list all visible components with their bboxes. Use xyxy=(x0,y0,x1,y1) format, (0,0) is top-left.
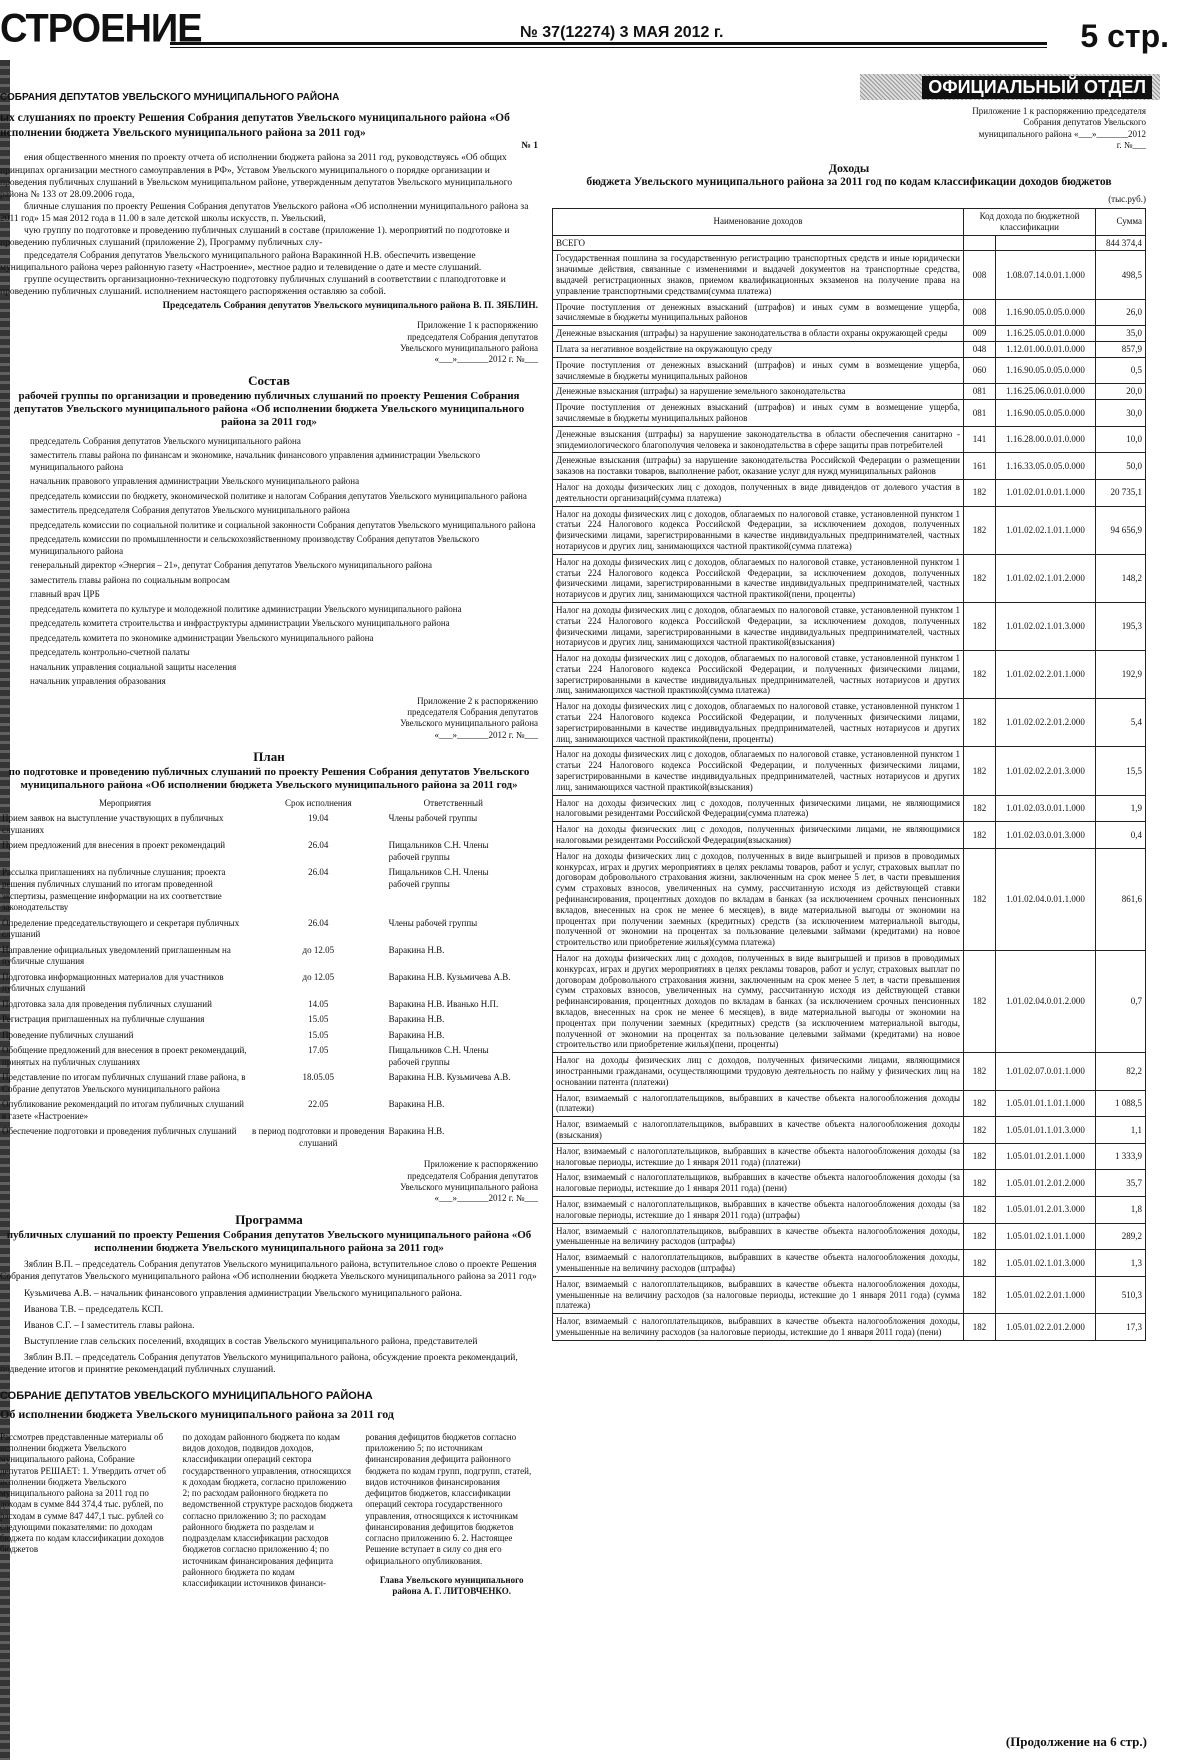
income-sum: 82,2 xyxy=(1096,1053,1146,1090)
admin-code: 161 xyxy=(964,453,996,480)
bottom-columns xyxy=(0,1432,538,1598)
income-sum: 1 333,9 xyxy=(1096,1143,1146,1170)
list-item: главный врач ЦРБ xyxy=(30,589,100,600)
table-row xyxy=(0,997,520,1013)
budget-code: 1.05.01.01.2.01.3.000 xyxy=(996,1196,1096,1223)
plan-responsible: Варакина Н.В. xyxy=(388,1126,445,1137)
table-row xyxy=(553,341,1146,357)
list-item: председатель комиссии по промышленности и сельскохозяйственному производству Собрания депутатов Увельского муниципального района xyxy=(30,534,480,556)
plan-deadline: в период подготовки и проведения слушаний xyxy=(252,1126,385,1148)
income-sum: 148,2 xyxy=(1096,554,1146,602)
table-row xyxy=(553,747,1146,795)
plan-task: Прием предложений для внесения в проект рекомендаций xyxy=(2,840,226,851)
table-row xyxy=(0,1070,520,1097)
income-name: Прочие поступления от денежных взысканий (штрафов) и иных сумм в возмещение ущерба, зачисляемые в бюджеты муниципальных районов xyxy=(553,400,964,427)
section-title: Состав xyxy=(248,373,290,389)
plan-deadline: до 12.05 xyxy=(302,971,335,982)
plan-responsible: Пищальников С.Н. Члены рабочей группы xyxy=(388,867,489,889)
table-row xyxy=(553,1117,1146,1144)
plan-deadline: 19.04 xyxy=(308,813,329,824)
list-item: заместитель главы района по финансам и экономике, начальник финансового управления администрации Увельского муниципального района xyxy=(30,450,481,472)
income-name: Налог на доходы физических лиц с доходов, полученных физическими лицами, являющимися иностранными гражданами, осуществляющими трудовую деятельность по найму у физических лиц на основании патента (платежи) xyxy=(553,1053,964,1090)
plan-deadline: 14.05 xyxy=(308,998,329,1009)
column-header-code: Код дохода по бюджетной классификации xyxy=(964,209,1096,236)
column-header: Мероприятия xyxy=(98,797,152,808)
paper-title: СТРОЕНИЕ xyxy=(0,6,202,52)
masthead-rule xyxy=(170,42,1047,45)
plan-responsible: Варакина Н.В. xyxy=(388,944,445,955)
budget-code: 1.16.28.00.0.01.0.000 xyxy=(996,426,1096,453)
budget-code: 1.01.02.02.2.01.3.000 xyxy=(996,747,1096,795)
table-row xyxy=(553,1276,1146,1313)
table-row xyxy=(553,400,1146,427)
income-name: Налог, взимаемый с налогоплательщиков, выбравших в качестве объекта налогообложения доходы (за налоговые периоды, истекшие до 1 января 2011 года) (штрафы) xyxy=(553,1196,964,1223)
income-sum: 498,5 xyxy=(1096,251,1146,299)
admin-code: 048 xyxy=(964,341,996,357)
plan-task: Направление официальных уведомлений приглашенным на публичные слушания xyxy=(2,944,231,967)
income-sum: 94 656,9 xyxy=(1096,506,1146,554)
table-row xyxy=(553,848,1146,950)
income-sum: 17,3 xyxy=(1096,1314,1146,1341)
budget-code: 1.05.01.02.1.01.1.000 xyxy=(996,1223,1096,1250)
admin-code: 182 xyxy=(964,1117,996,1144)
budget-code: 1.01.02.02.1.01.1.000 xyxy=(996,506,1096,554)
budget-code: 1.16.90.05.0.05.0.000 xyxy=(996,299,1096,326)
plan-task: Проведение публичных слушаний xyxy=(2,1029,134,1040)
list-item: начальник управления социальной защиты населения xyxy=(30,661,237,672)
income-name: Налог на доходы физических лиц с доходов, облагаемых по налоговой ставке, установленной пунктом 1 статьи 224 Налогового кодекса Российской Федерации, за исключением доходов, полученных физическими лицами, зарегистрированными в качестве индивидуальных предпринимателей, частных нотариусов и других лиц, занимающихся частной практикой(пени, проценты) xyxy=(553,554,964,602)
budget-code: 1.16.90.05.0.05.0.000 xyxy=(996,357,1096,384)
list-item: генеральный директор «Энергия – 21», депутат Собрания депутатов Увельского муниципального района xyxy=(30,560,432,571)
text-column: Рассмотрев представленные материалы об исполнении бюджета Увельского муниципального района, Собрание депутатов РЕШАЕТ: 1. Утвердить отчет об исполнении бюджета Увельского муниципального района за 2011 год по доходам в сумме 844 374,4 тыс. рублей, по расходам в сумме 847 447,1 тыс. рублей со следующими показателями: по доходам бюджета по кодам классификации доходов бюджетов xyxy=(0,1431,166,1555)
income-name: Налог на доходы физических лиц с доходов, полученных в виде выигрышей и призов в проводимых конкурсах, играх и других мероприятиях в целях рекламы товаров, работ и услуг, страховых выплат по договорам добровольного страхования жизни, заключенным на срок менее 5 лет, в части превышения сумм страховых взносов, увеличенных на сумму, рассчитанную исходя из действующей ставки рефинансирования, процентных доходов по вкладам в банках (за исключением срочных пенсионных вкладов, внесенных на срок не менее 6 месяцев), в виде материальной выгоды от экономии на процентах при получении заемных (кредитных) средств (за исключением материальной выгоды, полученной от экономии на процентах за пользование целевыми займами (кредитами) на новое строительство или приобретение жилья)(сумма платежа) xyxy=(553,848,964,950)
list-item: заместитель главы района по социальным вопросам xyxy=(30,574,230,585)
admin-code: 060 xyxy=(964,357,996,384)
budget-code: 1.05.01.01.2.01.1.000 xyxy=(996,1143,1096,1170)
budget-code: 1.01.02.02.2.01.2.000 xyxy=(996,699,1096,747)
income-sum: 1,1 xyxy=(1096,1117,1146,1144)
table-row xyxy=(0,916,520,943)
table-row xyxy=(553,426,1146,453)
section-subtitle: рабочей группы по организации и проведению публичных слушаний по проекту Решения Собрания депутатов Увельского муниципального района «Об исполнении бюджета Увельского муниципального района за 2011 год» xyxy=(13,390,525,429)
admin-code: 081 xyxy=(964,384,996,400)
income-name: Налог на доходы физических лиц с доходов, полученных в виде дивидендов от долевого участия в деятельности организаций(сумма платежа) xyxy=(553,479,964,506)
column-text: рования дефицитов бюджетов согласно приложению 5; по источникам финансирования дефицита районного бюджета по кодам групп, подгрупп, статей, видов источников финансирования дефицитов бюджетов, классификации операций сектора государственного управления, относящихся к источникам финансирования дефицитов бюджетов согласно приложению 6. 2. Настоящее Решение вступает в силу со дня его официального опубликования. xyxy=(365,1431,532,1566)
text-column xyxy=(365,1432,538,1598)
plan-task: Подготовка информационных материалов для участников публичных слушаний xyxy=(2,971,224,994)
income-name: Плата за негативное воздействие на окружающую среду xyxy=(553,341,964,357)
table-row xyxy=(0,1097,520,1124)
budget-code: 1.01.02.04.0.01.2.000 xyxy=(996,951,1096,1053)
plan-responsible: Члены рабочей группы xyxy=(388,917,478,928)
plan-deadline: 15.05 xyxy=(308,1014,329,1025)
admin-code: 008 xyxy=(964,299,996,326)
table-row xyxy=(553,651,1146,699)
appendix-note: Приложение к распоряжению председателя Собрания депутатов Увельского муниципального района «___»_______2012 г. №___ xyxy=(400,1159,538,1204)
admin-code: 081 xyxy=(964,400,996,427)
plan-responsible: Варакина Н.В. xyxy=(388,1014,445,1025)
income-sum: 50,0 xyxy=(1096,453,1146,480)
table-row xyxy=(0,1028,520,1044)
income-sum: 5,4 xyxy=(1096,699,1146,747)
budget-code: 1.01.02.04.0.01.1.000 xyxy=(996,848,1096,950)
right-column xyxy=(552,106,1146,1341)
income-name: Налог, взимаемый с налогоплательщиков, выбравших в качестве объекта налогообложения доходы, уменьшенные на величину расходов (за налоговые периоды, истекшие до 1 января 2011 года) (пени) xyxy=(553,1314,964,1341)
income-name: Налог на доходы физических лиц с доходов, облагаемых по налоговой ставке, установленной пунктом 1 статьи 224 Налогового кодекса Российской Федерации, и полученных физическими лицами, зарегистрированными в качестве индивидуальных предпринимателей, частных нотариусов и других лиц, занимающихся частной практикой(сумма платежа) xyxy=(553,651,964,699)
plan-responsible: Варакина Н.В. Кузьмичева А.В. xyxy=(388,971,511,982)
income-sum: 1 088,5 xyxy=(1096,1090,1146,1117)
budget-code: 1.05.01.01.1.01.3.000 xyxy=(996,1117,1096,1144)
budget-code: 1.01.02.03.0.01.3.000 xyxy=(996,822,1096,849)
plan-deadline: 15.05 xyxy=(308,1029,329,1040)
budget-code: 1.01.02.02.1.01.2.000 xyxy=(996,554,1096,602)
admin-code: 182 xyxy=(964,506,996,554)
income-name: Налог, взимаемый с налогоплательщиков, выбравших в качестве объекта налогообложения доходы (взыскания) xyxy=(553,1117,964,1144)
table-row xyxy=(553,1090,1146,1117)
table-row xyxy=(553,384,1146,400)
appendix-note: Приложение 1 к распоряжению председателя Собрания депутатов Увельского муниципального района «___»_______2012 г. №___ xyxy=(972,106,1146,150)
income-name: Налог на доходы физических лиц с доходов, облагаемых по налоговой ставке, установленной пунктом 1 статьи 224 Налогового кодекса Российской Федерации, и полученных физическими лицами, зарегистрированными в качестве индивидуальных предпринимателей, частных нотариусов и других лиц, занимающихся частной практикой(взыскания) xyxy=(553,747,964,795)
total-label: ВСЕГО xyxy=(553,235,964,251)
column-header: Ответственный xyxy=(423,797,483,808)
table-row xyxy=(0,838,520,865)
plan-deadline: 26.04 xyxy=(308,840,329,851)
resolution-title: ых слушаниях по проекту Решения Собрания депутатов Увельского муниципального района «Об исполнении бюджета Увельского муниципального района за 2011 год» xyxy=(0,111,510,139)
issue-number: № 37(12274) 3 МАЯ 2012 г. xyxy=(520,24,724,41)
admin-code: 182 xyxy=(964,1170,996,1197)
income-name: Налог на доходы физических лиц с доходов, полученных физическими лицами, не являющимися налоговыми резидентами Российской Федерации(сумма платежа) xyxy=(553,795,964,822)
paragraph: чую группу по подготовке и проведению публичных слушаний в составе (приложение 1). мероприятий по подготовке и проведению публичных слушаний (приложение 2), Программу публичных слу- xyxy=(0,226,510,249)
paragraph: группе осуществить организационно-техническую подготовку публичных слушаний в соответствии с плаподготовке и проведению публичных слушаний. исполнением настоящего распоряжения оставляю за собой. xyxy=(0,274,506,298)
plan-responsible: Варакина Н.В. xyxy=(388,1099,445,1110)
plan-table xyxy=(0,798,520,1151)
list-item: председатель комиссии по социальной политике и социальной законности Собрания депутатов Увельского муниципального района xyxy=(30,519,536,530)
bottom-header: СОБРАНИЕ ДЕПУТАТОВ УВЕЛЬСКОГО МУНИЦИПАЛЬНОГО РАЙОНА xyxy=(0,1389,373,1402)
left-column xyxy=(0,92,538,1597)
income-name: Налог на доходы физических лиц с доходов, полученных физическими лицами, не являющимися налоговыми резидентами Российской Федерации(взыскания) xyxy=(553,822,964,849)
appendix-note: Приложение 1 к распоряжению председателя Собрания депутатов Увельского муниципального района «___»_______2012 г. №___ xyxy=(400,320,538,365)
appendix-note: Приложение 2 к распоряжению председателя Собрания депутатов Увельского муниципального района «___»_______2012 г. №___ xyxy=(400,695,538,740)
page-number: 5 стр. xyxy=(1080,18,1169,54)
income-sum: 1,9 xyxy=(1096,795,1146,822)
plan-responsible: Члены рабочей группы xyxy=(388,813,478,824)
plan-responsible: Варакина Н.В. Иванько Н.П. xyxy=(388,998,499,1009)
section-bar xyxy=(860,74,1160,100)
column-header-sum: Сумма xyxy=(1096,209,1146,236)
bottom-subheader: Об исполнении бюджета Увельского муниципального района за 2011 год xyxy=(0,1406,394,1421)
income-sum: 195,3 xyxy=(1096,602,1146,650)
list-item: Иванов С.Г. – I заместитель главы района. xyxy=(24,1320,195,1331)
income-sum: 861,6 xyxy=(1096,848,1146,950)
income-sum: 35,7 xyxy=(1096,1170,1146,1197)
admin-code: 182 xyxy=(964,651,996,699)
paragraph: ения общественного мнения по проекту отчета об исполнении бюджета района за 2011 год, руководствуясь «Об общих принципах организации местного самоуправления в РФ», Уставом Увельского муниципального о порядке организации и проведения публичных слушаний в Увельском муниципальном районе, утвержденным депутатов Увельского муниципального района № 133 от 28.09.2006 года, xyxy=(0,153,513,200)
income-table xyxy=(552,208,1146,1341)
table-row xyxy=(0,1043,520,1070)
income-sum: 15,5 xyxy=(1096,747,1146,795)
income-name: Налог на доходы физических лиц с доходов, облагаемых по налоговой ставке, установленной пунктом 1 статьи 224 Налогового кодекса Российской Федерации, за исключением доходов, полученных физическими лицами, зарегистрированными в качестве индивидуальных предпринимателей, частных нотариусов и других лиц, занимающихся частной практикой(сумма платежа) xyxy=(553,506,964,554)
table-row xyxy=(553,1170,1146,1197)
signature: Председатель Собрания депутатов Увельского муниципального района В. П. ЗЯБЛИН. xyxy=(162,301,538,312)
admin-code: 182 xyxy=(964,1223,996,1250)
table-row xyxy=(0,1124,520,1151)
budget-code: 1.05.01.01.2.01.2.000 xyxy=(996,1170,1096,1197)
column-header-name: Наименование доходов xyxy=(553,209,964,236)
budget-code: 1.16.90.05.0.05.0.000 xyxy=(996,400,1096,427)
budget-code: 1.05.01.01.1.01.1.000 xyxy=(996,1090,1096,1117)
budget-code: 1.05.01.02.1.01.3.000 xyxy=(996,1250,1096,1277)
section-subtitle: публичных слушаний по проекту Решения Собрания депутатов Увельского муниципального района «Об исполнении бюджета Увельского муниципального района за 2011 год» xyxy=(6,1228,532,1255)
admin-code: 182 xyxy=(964,1250,996,1277)
plan-deadline: 26.04 xyxy=(308,917,329,928)
budget-code: 1.08.07.14.0.01.1.000 xyxy=(996,251,1096,299)
signature: Глава Увельского муниципального района А. Г. ЛИТОВЧЕНКО. xyxy=(379,1574,524,1597)
column-header: Срок исполнения xyxy=(284,797,352,808)
income-sum: 26,0 xyxy=(1096,299,1146,326)
table-row xyxy=(553,822,1146,849)
admin-code: 182 xyxy=(964,951,996,1053)
continuation-note: (Продолжение на 6 стр.) xyxy=(1005,1734,1147,1749)
income-sum: 30,0 xyxy=(1096,400,1146,427)
paragraph: бличные слушания по проекту Решения Собрания депутатов Увельского района «Об исполнении муниципального района за 2011 год» 15 мая 2012 года в 11.00 в зале детской школы искусств, п. Увельский, xyxy=(0,202,529,225)
income-sum: 0,5 xyxy=(1096,357,1146,384)
plan-task: Опубликование рекомендаций по итогам публичных слушаний в газете «Настроение» xyxy=(2,1099,244,1121)
income-sum: 10,0 xyxy=(1096,426,1146,453)
list-item: председатель Собрания депутатов Увельского муниципального района xyxy=(30,435,301,446)
income-sum: 192,9 xyxy=(1096,651,1146,699)
budget-code: 1.01.02.03.0.01.1.000 xyxy=(996,795,1096,822)
plan-task: Определение председательствующего и секретаря публичных слушаний xyxy=(2,917,240,940)
budget-code: 1.16.33.05.0.05.0.000 xyxy=(996,453,1096,480)
table-row xyxy=(553,357,1146,384)
table-row xyxy=(553,1250,1146,1277)
income-sum: 0,7 xyxy=(1096,951,1146,1053)
table-row xyxy=(553,1223,1146,1250)
table-row xyxy=(0,943,520,970)
budget-code: 1.16.25.05.0.01.0.000 xyxy=(996,326,1096,342)
unit-label: (тыс.руб.) xyxy=(1108,194,1146,204)
list-item: Зяблин В.П. – председатель Собрания депутатов Увельского муниципального района, обсуждение проекта рекомендаций, подведение итогов и принятие рекомендаций публичных слушаний. xyxy=(0,1353,518,1376)
list-item: председатель контрольно-счетной палаты xyxy=(30,647,190,658)
admin-code: 182 xyxy=(964,602,996,650)
table-title: Доходы xyxy=(828,161,870,175)
plan-task: Подготовка зала для проведения публичных слушаний xyxy=(2,998,212,1009)
income-name: Денежные взыскания (штрафы) за нарушение законодательства в области обеспечения санитарно - эпидемиологического благополучия человека и законодательства в сфере защиты прав потребителей xyxy=(553,426,964,453)
income-sum: 510,3 xyxy=(1096,1276,1146,1313)
plan-responsible: Пищальников С.Н. Члены рабочей группы xyxy=(388,840,489,862)
budget-code: 1.05.01.02.2.01.2.000 xyxy=(996,1314,1096,1341)
section-title: Программа xyxy=(235,1212,303,1228)
admin-code: 182 xyxy=(964,1090,996,1117)
income-sum: 0,4 xyxy=(1096,822,1146,849)
income-name: Денежные взыскания (штрафы) за нарушение законодательства Российской Федерации о размещении заказов на поставки товаров, выполнение работ, оказание услуг для нужд муниципальных районов xyxy=(553,453,964,480)
income-name: Налог на доходы физических лиц с доходов, облагаемых по налоговой ставке, установленной пунктом 1 статьи 224 Налогового кодекса Российской Федерации, за исключением доходов, полученных физическими лицами, зарегистрированными в качестве индивидуальных предпринимателей, частных нотариусов и других лиц, занимающихся частной практикой(взыскания) xyxy=(553,602,964,650)
admin-code: 141 xyxy=(964,426,996,453)
income-sum: 289,2 xyxy=(1096,1223,1146,1250)
income-name: Прочие поступления от денежных взысканий (штрафов) и иных сумм в возмещение ущерба, зачисляемые в бюджеты муниципальных районов xyxy=(553,299,964,326)
income-name: Налог на доходы физических лиц с доходов, полученных в виде выигрышей и призов в проводимых конкурсах, играх и других мероприятиях в целях рекламы товаров, работ и услуг, страховых выплат по договорам добровольного страхования жизни, заключенным на срок менее 5 лет, в части превышения сумм страховых взносов, увеличенных на сумму, рассчитанную исходя из действующей ставки рефинансирования, процентных доходов по вкладам в банках (за исключением срочных пенсионных вкладов, внесенных на срок не менее 6 месяцев), в виде материальной выгоды от экономии на процентах при получении заемных (кредитных) средств (за исключением материальной выгоды, полученной от экономии на процентах за пользование целевыми займами (кредитами) на новое строительство или приобретение жилья)(пени, проценты) xyxy=(553,951,964,1053)
table-row xyxy=(553,602,1146,650)
table-row xyxy=(553,1314,1146,1341)
income-sum: 1,8 xyxy=(1096,1196,1146,1223)
list-item: начальник управления образования xyxy=(30,676,166,687)
plan-task: Обеспечение подготовки и проведения публичных слушаний xyxy=(2,1126,237,1137)
budget-code: 1.05.01.02.2.01.1.000 xyxy=(996,1276,1096,1313)
income-name: Денежные взыскания (штрафы) за нарушение законодательства в области охраны окружающей среды xyxy=(553,326,964,342)
table-row xyxy=(0,970,520,997)
table-row xyxy=(0,811,520,838)
table-row xyxy=(553,251,1146,299)
admin-code: 182 xyxy=(964,1143,996,1170)
budget-code: 1.01.02.01.0.01.1.000 xyxy=(996,479,1096,506)
table-row xyxy=(553,951,1146,1053)
list-item: председатель комитета по экономике администрации Увельского муниципального района xyxy=(30,632,374,643)
income-name: Налог, взимаемый с налогоплательщиков, выбравших в качестве объекта налогообложения доходы (за налоговые периоды, истекшие до 1 января 2011 года) (платежи) xyxy=(553,1143,964,1170)
admin-code: 182 xyxy=(964,747,996,795)
list-item: Иванова Т.В. – председатель КСП. xyxy=(24,1304,164,1315)
income-name: Государственная пошлина за государственную регистрацию транспортных средств и иные юридически значимые действия, связанные с изменениями и выдачей документов на транспортные средства, выдачей регистрационных знаков, приемом квалификационных экзаменов на получение права на управление транспортными средствами(сумма платежа) xyxy=(553,251,964,299)
table-row xyxy=(553,506,1146,554)
section-subtitle: по подготовке и проведению публичных слушаний по проекту Решения Собрания депутатов Увельского муниципального района «Об исполнении бюджета Увельского муниципального района за 2011 год» xyxy=(8,765,530,791)
income-sum: 20,0 xyxy=(1096,384,1146,400)
plan-task: Обобщение предложений для внесения в проект рекомендаций, принятых на публичных слушаниях xyxy=(2,1045,247,1067)
list-item: Кузьмичева А.В. – начальник финансового управления администрации Увельского муниципального района. xyxy=(24,1288,463,1299)
plan-deadline: 18.05.05 xyxy=(302,1072,335,1083)
income-name: Налог, взимаемый с налогоплательщиков, выбравших в качестве объекта налогообложения доходы (платежи) xyxy=(553,1090,964,1117)
plan-task: Рассылка приглашениях на публичные слушания; проекта решения публичных слушаний по итогам проведенной экспертизы, размещение информации на их соответствие законодательству xyxy=(2,867,226,913)
table-row xyxy=(553,299,1146,326)
table-row xyxy=(0,865,520,915)
budget-code: 1.16.25.06.0.01.0.000 xyxy=(996,384,1096,400)
list-item: начальник правового управления администрации Увельского муниципального района xyxy=(30,476,360,487)
plan-deadline: до 12.05 xyxy=(302,944,335,955)
admin-code: 182 xyxy=(964,554,996,602)
list-item: председатель комитета строительства и инфраструктуры администрации Увельского муниципального района xyxy=(30,618,450,629)
table-row xyxy=(553,554,1146,602)
plan-task: Представление по итогам публичных слушаний главе района, в Собрание депутатов Увельского муниципального района xyxy=(2,1072,246,1094)
list-item: Выступление глав сельских поселений, входящих в состав Увельского муниципального района, представителей xyxy=(24,1337,478,1348)
income-name: Налог, взимаемый с налогоплательщиков, выбравших в качестве объекта налогообложения доходы, уменьшенные на величину расходов (штрафы) xyxy=(553,1223,964,1250)
income-name: Налог на доходы физических лиц с доходов, облагаемых по налоговой ставке, установленной пунктом 1 статьи 224 Налогового кодекса Российской Федерации, и полученных физическими лицами, зарегистрированными в качестве индивидуальных предпринимателей, частных нотариусов и других лиц, занимающихся частной практикой(пени, проценты) xyxy=(553,699,964,747)
resolution-number: № 1 xyxy=(521,141,538,152)
empty-cell xyxy=(964,235,996,251)
budget-code: 1.12.01.00.0.01.0.000 xyxy=(996,341,1096,357)
admin-code: 182 xyxy=(964,1276,996,1313)
plan-deadline: 26.04 xyxy=(308,867,329,878)
plan-task: Регистрация приглашенных на публичные слушания xyxy=(2,1014,205,1025)
admin-code: 182 xyxy=(964,795,996,822)
list-item: председатель комитета по культуре и молодежной политике администрации Увельского муниципального района xyxy=(30,603,462,614)
plan-responsible: Варакина Н.В. xyxy=(388,1029,445,1040)
admin-code: 182 xyxy=(964,1053,996,1090)
table-row xyxy=(553,1196,1146,1223)
income-name: Прочие поступления от денежных взысканий (штрафов) и иных сумм в возмещение ущерба, зачисляемые в бюджеты муниципальных районов xyxy=(553,357,964,384)
section-title: ОФИЦИАЛЬНЫЙ ОТДЕЛ xyxy=(922,76,1152,99)
budget-code: 1.01.02.07.0.01.1.000 xyxy=(996,1053,1096,1090)
masthead-rule-thin xyxy=(170,47,1047,48)
plan-deadline: 17.05 xyxy=(308,1045,329,1056)
admin-code: 182 xyxy=(964,699,996,747)
table-row xyxy=(0,1012,520,1028)
list-item: председатель комиссии по бюджету, экономической политике и налогам Собрания депутатов Увельского муниципального района xyxy=(30,490,527,501)
table-row xyxy=(553,795,1146,822)
masthead xyxy=(0,0,1177,60)
total-sum: 844 374,4 xyxy=(1096,235,1146,251)
table-row xyxy=(553,479,1146,506)
list-item: заместитель председателя Собрания депутатов Увельского муниципального района xyxy=(30,505,350,516)
list-item: Зяблин В.П. – председатель Собрания депутатов Увельского муниципального района, вступительное слово о проекте Решения Собрания депутатов Увельского муниципального района «Об исполнении бюджета Увельского муниципального района за 2011 год» xyxy=(0,1260,537,1283)
table-row xyxy=(553,453,1146,480)
left-header: СОБРАНИЯ ДЕПУТАТОВ УВЕЛЬСКОГО МУНИЦИПАЛЬНОГО РАЙОНА xyxy=(0,92,340,103)
text-column: по доходам районного бюджета по кодам видов доходов, подвидов доходов, классификации операций сектора государственного управления, относящихся к доходам бюджета, согласно приложению 2; по расходам районного бюджета по ведомственной структуре расходов бюджета согласно приложению 3; по расходам районного бюджета по разделам и подразделам классификации расходов бюджетов согласно приложению 4; по источникам финансирования дефицита районного бюджета по кодам классификации источников финанси- xyxy=(182,1431,353,1589)
table-row xyxy=(553,1053,1146,1090)
table-row xyxy=(553,326,1146,342)
plan-responsible: Варакина Н.В. Кузьмичева А.В. xyxy=(388,1072,511,1083)
table-row xyxy=(553,1143,1146,1170)
income-name: Налог, взимаемый с налогоплательщиков, выбравших в качестве объекта налогообложения доходы, уменьшенные на величину расходов (штрафы) xyxy=(553,1250,964,1277)
income-sum: 20 735,1 xyxy=(1096,479,1146,506)
admin-code: 008 xyxy=(964,251,996,299)
table-subtitle: бюджета Увельского муниципального района за 2011 год по кодам классификации доходов бюджетов xyxy=(586,176,1112,188)
member-list xyxy=(0,436,538,688)
admin-code: 182 xyxy=(964,1196,996,1223)
table-row xyxy=(553,699,1146,747)
income-name: Налог, взимаемый с налогоплательщиков, выбравших в качестве объекта налогообложения доходы (за налоговые периоды, истекшие до 1 января 2011 года) (пени) xyxy=(553,1170,964,1197)
empty-cell xyxy=(996,235,1096,251)
income-sum: 1,3 xyxy=(1096,1250,1146,1277)
section-title: План xyxy=(253,748,285,764)
plan-task: Прием заявок на выступление участвующих в публичных слушаниях xyxy=(2,813,224,835)
plan-responsible: Пищальников С.Н. Члены рабочей группы xyxy=(388,1045,489,1067)
income-sum: 35,0 xyxy=(1096,326,1146,342)
admin-code: 182 xyxy=(964,848,996,950)
budget-code: 1.01.02.02.2.01.1.000 xyxy=(996,651,1096,699)
admin-code: 182 xyxy=(964,822,996,849)
budget-code: 1.01.02.02.1.01.3.000 xyxy=(996,602,1096,650)
admin-code: 182 xyxy=(964,479,996,506)
income-name: Налог, взимаемый с налогоплательщиков, выбравших в качестве объекта налогообложения доходы, уменьшенные на величину расходов (за налоговые периоды, истекшие до 1 января 2011 года) (сумма платежа) xyxy=(553,1276,964,1313)
income-name: Денежные взыскания (штрафы) за нарушение земельного законодательства xyxy=(553,384,964,400)
admin-code: 009 xyxy=(964,326,996,342)
paragraph: председателя Собрания депутатов Увельского муниципального района Варакинной Н.В. обеспечить извещение муниципального района через районную газету «Настроение», местное радио и телевидение о дате и месте слушаний. xyxy=(0,250,482,273)
program-list xyxy=(0,1259,538,1376)
plan-deadline: 22.05 xyxy=(308,1099,329,1110)
income-sum: 857,9 xyxy=(1096,341,1146,357)
admin-code: 182 xyxy=(964,1314,996,1341)
